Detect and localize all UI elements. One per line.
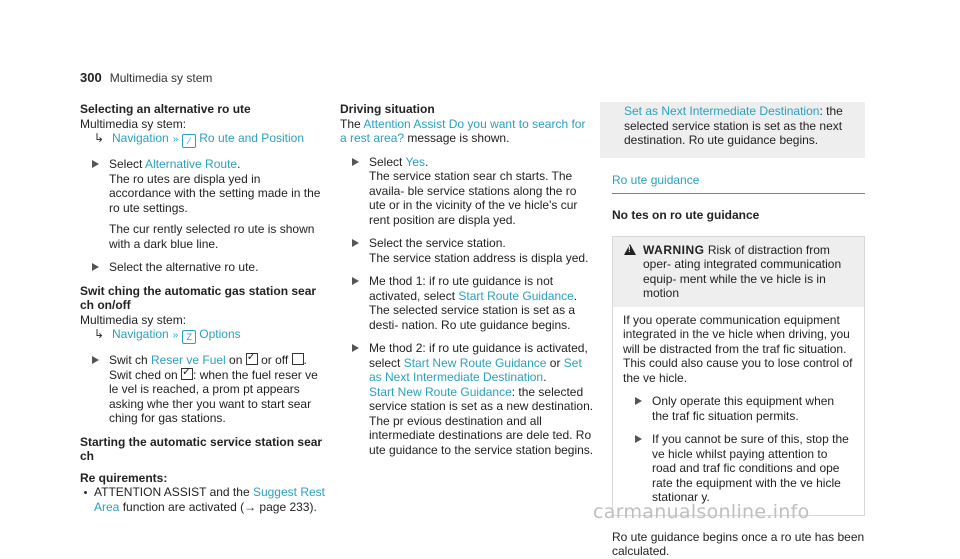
page-header-title: Multimedia sy stem — [109, 71, 213, 85]
step-select-station — [340, 236, 595, 265]
step-arrow-icon — [92, 160, 99, 168]
step-text: If you cannot be sure of this, stop the ve hicle whilst paying attention to road and traf fic conditions and ope rate the equipment with the ve hicle stationar y. — [652, 432, 849, 504]
step-detail: The cur rently selected ro ute is shown with a dark blue line. — [109, 222, 315, 251]
checkbox-empty-icon — [292, 353, 304, 365]
nav-link-options[interactable]: Options — [199, 327, 241, 341]
step-detail: The service station address is displa yed. — [369, 250, 589, 265]
return-arrow-icon: ↳ — [94, 327, 105, 341]
checkbox-checked-icon — [246, 353, 258, 365]
route-guidance-footer: Ro ute guidance begins once a ro ute has been calculated. — [612, 529, 865, 558]
step-text: Select the service station. — [369, 236, 506, 250]
start-route-guidance-link[interactable]: Start Route Guidance — [458, 288, 574, 303]
warning-body — [613, 307, 864, 515]
step-detail: The ro utes are displa yed in accordance with the setting made in the ro ute settings. — [109, 171, 321, 215]
step-detail: : when the fuel reser ve le vel is reached, a prom pt appears asking whe ther you want to start sear ching for gas stations. — [109, 367, 318, 425]
gas-station-nav-path — [80, 327, 325, 344]
step-text: . — [543, 370, 547, 384]
step-text: or off — [257, 353, 292, 367]
warning-triangle-icon — [624, 244, 636, 255]
step-text: . — [237, 157, 241, 171]
step-text: Select — [109, 157, 146, 171]
attention-assist-message-link[interactable]: Attention Assist Do you want to search for a rest area? — [340, 116, 586, 145]
column-1 — [80, 102, 325, 514]
set-next-intermediate-link[interactable]: Set as Next Intermediate Destination — [369, 355, 582, 384]
intro-text: The — [340, 116, 364, 131]
compass-icon: ⁄ — [182, 134, 196, 148]
step-detail: The selected service station is set as a desti- nation. Ro ute guidance begins. — [369, 303, 576, 332]
gas-station-heading: Swit ching the automatic gas station sear ch on/off — [80, 283, 317, 312]
step-text: . — [425, 154, 429, 169]
notes-heading: No tes on ro ute guidance — [612, 208, 760, 222]
warning-step-2 — [623, 432, 854, 505]
watermark: carmanualsonline.info — [593, 501, 810, 523]
gear-z-icon: Z — [182, 330, 196, 344]
nav-link-navigation[interactable]: Navigation — [112, 327, 169, 341]
intro-text: message is shown. — [404, 131, 510, 145]
yes-link[interactable]: Yes — [405, 154, 426, 169]
start-new-route-guidance-link[interactable]: Start New Route Guidance — [403, 355, 547, 370]
warning-box — [612, 236, 865, 516]
reserve-fuel-link[interactable]: Reser ve Fuel — [151, 353, 226, 367]
step-arrow-icon — [352, 344, 359, 352]
page-number: 300 — [80, 70, 102, 85]
step-detail: The service station sear ch starts. The availa- ble service stations along the ro ute or in the vicinity of the ve hicle's cur rent position are displa yed. — [369, 169, 578, 227]
step-arrow-icon — [352, 277, 359, 285]
warning-label: WARNING — [643, 242, 705, 257]
step-detail: : the selected service station is set as the next destination. Ro ute guidance begins. — [624, 104, 843, 147]
step-select-alt-route — [80, 157, 325, 251]
gas-station-system: Multimedia sy stem: — [80, 312, 187, 327]
step-select-yes — [340, 155, 595, 228]
column-3 — [612, 102, 865, 559]
continued-step — [600, 102, 865, 158]
step-text: Swit ch — [109, 353, 152, 367]
step-detail: Swit ched on — [109, 367, 182, 382]
alt-route-nav-path — [80, 131, 325, 148]
step-text: on — [225, 353, 246, 367]
requirement-text: ATTENTION ASSIST and the — [94, 485, 253, 499]
step-detail: : the selected service station is set as a new destination. The pr evious destination and all intermediate destinations are dele ted. Ro ute guidance to the service station begins. — [369, 384, 594, 457]
double-chevron-icon: » — [172, 330, 179, 341]
driving-situation-intro — [340, 117, 595, 146]
set-next-intermediate-link[interactable]: Set as Next Intermediate Destination — [624, 104, 820, 118]
warning-header-text: Risk of distraction from oper- ating integrated communication equip- ment while the ve hicle is in motion — [643, 242, 842, 300]
column-2 — [340, 102, 595, 457]
nav-link-navigation[interactable]: Navigation — [112, 131, 169, 145]
section-title: Ro ute guidance — [612, 173, 865, 195]
step-text: Me thod 2: if ro ute guidance is activated, select — [369, 341, 588, 370]
step-text: Only operate this equipment when the traf fic situation permits. — [652, 394, 835, 423]
warning-header — [613, 237, 864, 307]
step-arrow-icon — [352, 239, 359, 247]
step-arrow-icon — [352, 158, 359, 166]
requirement-item — [80, 485, 325, 514]
step-text: Me thod 1: if ro ute guidance is not activated, select — [369, 274, 554, 303]
nav-link-route-position[interactable]: Ro ute and Position — [199, 131, 305, 145]
service-station-heading: Starting the automatic service station sear ch — [80, 434, 323, 463]
bullet-icon — [84, 491, 87, 494]
warning-step-1 — [623, 394, 854, 423]
step-text: Select — [369, 154, 406, 169]
step-arrow-icon — [635, 397, 642, 405]
step-method-1 — [340, 274, 595, 332]
alternative-route-link[interactable]: Alternative Route — [145, 157, 238, 171]
step-arrow-icon — [635, 435, 642, 443]
step-text: Select the alternative ro ute. — [109, 260, 259, 274]
step-arrow-icon — [92, 356, 99, 364]
alt-route-heading: Selecting an alternative ro ute — [80, 102, 251, 116]
return-arrow-icon: ↳ — [94, 131, 105, 145]
page-header — [80, 71, 212, 86]
step-select-route — [80, 260, 325, 275]
step-arrow-icon — [92, 263, 99, 271]
step-reserve-fuel — [80, 353, 325, 426]
double-chevron-icon: » — [172, 134, 179, 145]
suggest-rest-area-link[interactable]: Suggest Rest Area — [94, 485, 325, 514]
step-text: . — [573, 288, 578, 303]
step-method-2 — [340, 341, 595, 457]
step-text: or — [546, 355, 564, 370]
checkbox-checked-icon — [181, 368, 193, 380]
step-text: . — [303, 353, 307, 367]
requirement-text: function are activated (→ page 233). — [119, 499, 317, 514]
warning-text: If you operate communication equipment integrated in the ve hicle when driving, you will be distracted from the traf fic situation. This could also cause you to lose control of the ve hicle. — [623, 312, 853, 385]
alt-route-system: Multimedia sy stem: — [80, 116, 187, 131]
start-new-route-guidance-link[interactable]: Start New Route Guidance — [369, 384, 512, 399]
driving-situation-heading: Driving situation — [340, 102, 435, 116]
requirements-label: Re quirements: — [80, 470, 168, 485]
